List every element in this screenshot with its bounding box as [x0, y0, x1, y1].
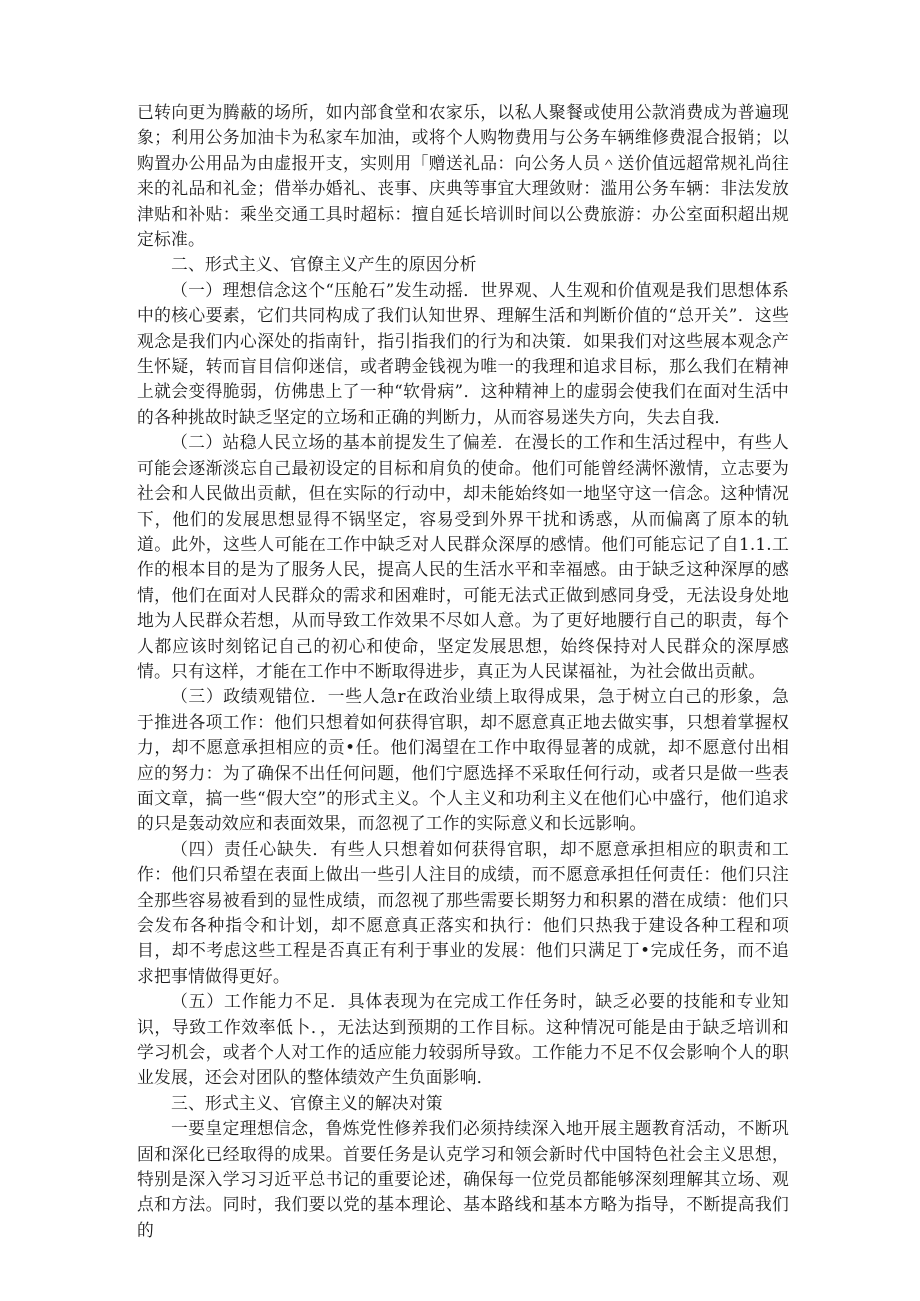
- document-body: [137, 100, 789, 1243]
- paragraph-cause-2: （二）站稳人民立场的基本前提发生了偏差．在漫长的工作和生活过程中，有些人可能会逐渐淡忘自己最初设定的目标和肩负的使命。他们可能曾经满怀激情，立志要为社会和人民做出贡献，但在实际的行动中，却未能始终如一地坚守这一信念。这种情况下，他们的发展思想显得不锅坚定，容易受到外界干扰和诱惑，从而偏离了原本的轨道。此外，这些人可能在工作中缺乏对人民群众深厚的感情。他们可能忘记了自1.1.工作的根本目的是为了服务人民，提高人民的生活水平和幸福感。由于缺乏这种深厚的感情，他们在面对人民群众的需求和困难时，可能无法式正做到感同身受，无法设身处地地为人民群众若想，从而导致工作效果不尽如人意。为了更好地腰行自己的职责，每个人都应该时刻铭记自己的初心和使命，坚定发展思想，始终保持对人民群众的深厚感情。只有这样，才能在工作中不断取得进步，真正为人民谋福祉，为社会做出贡献。: [137, 432, 789, 681]
- paragraph-cause-1: （一）理想信念这个“压舱石”发生动摇．世界观、人生观和价值观是我们思想体系中的核心要素，它们共同构成了我们认知世界、理解生活和判断价值的“总开关”．这些观念是我们内心深处的指南针，指引指我们的行为和决策．如果我们对这些展本观念产生怀疑，转而盲目信仰迷信，或者聘金钱视为唯一的我理和追求目标，那么我们在精神上就会变得脆弱，仿佛患上了一种“软骨病”．这种精神上的虚弱会使我们在面对生活中的各种挑故时缺乏坚定的立场和正确的判断力，从而容易迷失方向，失去自我．: [137, 279, 789, 427]
- paragraph-cause-5: （五）工作能力不足．具体表现为在完成工作任务时，缺乏必要的技能和专业知识，导致工作效率低卜．，无法达到预期的工作目标。这种情况可能是由于缺乏培训和学习机会，或者个人对工作的适应能力较弱所导致。工作能力不足不仅会影响个人的职业发展，还会对团队的整体绩效产生负面影响．: [137, 991, 789, 1088]
- paragraph-cause-3: （三）政绩观错位．一些人急r在政治业绩上取得成果，急于树立白己的形象，急于推进各项工作：他们只想着如何获得官职，却不愿意真正地去做实事，只想着掌握权力，却不愿意承担相应的贡•任。他们渴望在工作中取得显著的成就，却不愿意付出相应的努力：为了确保不出任何问题，他们宁愿选择不采取任何行动，或者只是做一些表面文章，搞一些“假大空”的形式主义。个人主义和功利主义在他们心中盛行，他们追求的只是轰动效应和表面效果，而忽视了工作的实际意义和长远影响。: [137, 686, 789, 834]
- section-heading-causes: 二、形式主义、官僚主义产生的原因分析: [171, 254, 477, 275]
- paragraph-cause-4: （四）责任心缺失．有些人只想着如何获得官职，却不愿意承担相应的职责和工作：他们只希望在表面上做出一些引人注目的成绩，而不愿意承担任何责任：他们只注全那些容易被看到的显性成绩，而忽视了那些需要长期努力和积累的潜在成绩：他们只会发布各种指令和计划，却不愿意真正落实和执行：他们只热我于建设各种工程和项目，却不考虑这些工程是否真正有利于事业的发展：他们只满足丁•完成任务，而不追求把事情做得更好。: [137, 838, 789, 986]
- paragraph-solution-1: 一要皇定理想信念，鲁炼党性修养我们必须持续深入地开展主题教育活动，不断巩固和深化已经取得的成果。首要任务是认克学习和领会新时代中国特色社会主义思想，特别是深入学习习近平总书记的重要论述，确保每一位党员都能够深刻理解其立场、观点和方法。同时，我们要以党的基本理论、基本路线和基本方略为指导，不断提高我们的: [137, 1118, 789, 1240]
- paragraph-continuation: 已转向更为腾蔽的场所，如内部食堂和农家乐，以私人聚餐或使用公款消费成为普遍现象；利用公务加油卡为私家车加油，或将个人购物费用与公务车辆维修费混合报销；以购置办公用品为由虚报开支，实则用「赠送礼品：向公务人员＾送价值远超常规礼尚往来的礼品和礼金；借举办婚礼、丧事、庆典等事宜大理敛财：滥用公务车辆：非法发放津贴和补贴：乘坐交通工具时超标：擅自延长培训时间以公费旅游：办公室面积超出规定标准。: [137, 102, 789, 250]
- section-heading-solutions: 三、形式主义、官僚主义的解决对策: [171, 1092, 443, 1113]
